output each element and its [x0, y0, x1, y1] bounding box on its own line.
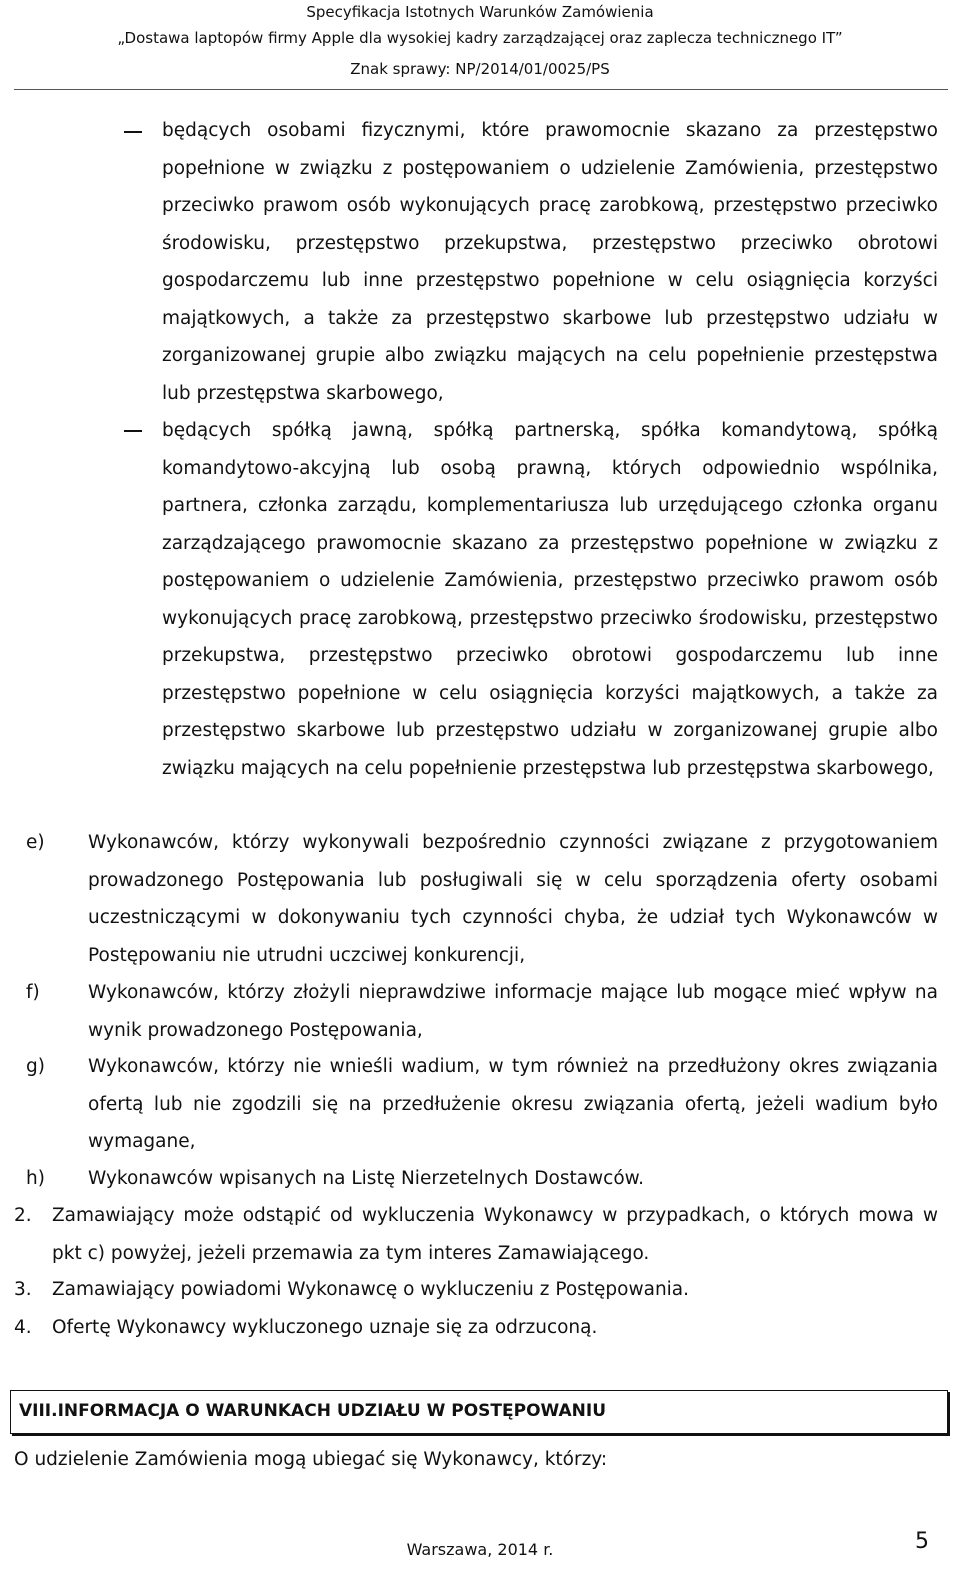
numbered-item-4: Ofertę Wykonawcy wykluczonego uznaje się za odrzuconą.: [52, 1317, 598, 1338]
list-label-3: 3.: [14, 1279, 32, 1300]
section-title: VIII.INFORMACJA O WARUNKACH UDZIAŁU W POSTĘPOWANIU: [19, 1401, 607, 1421]
numbered-item-2: Zamawiający może odstąpić od wykluczenia Wykonawcy w przypadkach, o których mowa w pkt c) powyżej, jeżeli przemawia za tym interes Zamawiającego.: [52, 1205, 938, 1264]
header-case-number: Znak sprawy: NP/2014/01/0025/PS: [350, 60, 610, 78]
list-label-f: f): [26, 982, 40, 1003]
header-divider: [14, 89, 948, 90]
list-item-h: Wykonawców wpisanych na Listę Nierzetelnych Dostawców.: [88, 1168, 644, 1189]
bullet-dash: [124, 430, 142, 432]
header-title: Specyfikacja Istotnych Warunków Zamówienia: [306, 3, 654, 21]
list-label-g: g): [26, 1056, 45, 1077]
bullet-item-1: będących osobami fizycznymi, które prawomocnie skazano za przestępstwo popełnione w związku z postępowaniem o udzielenie Zamówienia, przestępstwo przeciwko prawom osób wykonujących pracę zarobkową, przestępstwo przeciwko środowisku, przestępstwo przekupstwa, przestępstwo przeciwko obrotowi gospodarczemu lub inne przestępstwo popełnione w celu osiągnięcia korzyści majątkowych, a także za przestępstwo skarbowe lub przestępstwo udziału w zorganizowanej grupie albo związku mających na celu popełnienie przestępstwa lub przestępstwa skarbowego,: [162, 120, 938, 404]
page-number: 5: [915, 1529, 929, 1554]
list-label-e: e): [26, 832, 45, 853]
list-item-g: Wykonawców, którzy nie wnieśli wadium, w tym również na przedłużony okres związania ofertą lub nie zgodzili się na przedłużenie okresu związania ofertą, jeżeli wadium było wymagane,: [88, 1056, 938, 1152]
list-label-2: 2.: [14, 1205, 32, 1226]
numbered-item-3: Zamawiający powiadomi Wykonawcę o wykluczeniu z Postępowania.: [52, 1279, 690, 1300]
section-heading-box: [10, 1390, 948, 1434]
list-label-4: 4.: [14, 1317, 32, 1338]
header-subject: „Dostawa laptopów firmy Apple dla wysokiej kadry zarządzającej oraz zaplecza technicznego IT”: [117, 29, 843, 47]
list-item-f: Wykonawców, którzy złożyli nieprawdziwe informacje mające lub mogące mieć wpływ na wynik prowadzonego Postępowania,: [88, 982, 938, 1041]
section-intro: O udzielenie Zamówienia mogą ubiegać się Wykonawcy, którzy:: [14, 1449, 608, 1470]
bullet-item-2: będących spółką jawną, spółką partnerską, spółka komandytową, spółką komandytowo-akcyjną lub osobą prawną, których odpowiednio wspólnika, partnera, członka zarządu, komplementariusza lub urzędującego członka organu zarządzającego prawomocnie skazano za przestępstwo popełnione w związku z postępowaniem o udzielenie Zamówienia, przestępstwo przeciwko prawom osób wykonujących pracę zarobkową, przestępstwo przeciwko środowisku, przestępstwo przekupstwa, przestępstwo przeciwko obrotowi gospodarczemu lub inne przestępstwo popełnione w celu osiągnięcia korzyści majątkowych, a także za przestępstwo skarbowe lub przestępstwo udziału w zorganizowanej grupie albo związku mających na celu popełnienie przestępstwa lub przestępstwa skarbowego,: [162, 420, 938, 779]
list-label-h: h): [26, 1168, 45, 1189]
bullet-dash: [124, 131, 142, 133]
footer-place-date: Warszawa, 2014 r.: [406, 1540, 554, 1559]
list-item-e: Wykonawców, którzy wykonywali bezpośrednio czynności związane z przygotowaniem prowadzonego Postępowania lub posługiwali się w celu sporządzenia oferty osobami uczestniczącymi w dokonywaniu tych czynności chyba, że udział tych Wykonawców w Postępowaniu nie utrudni uczciwej konkurencji,: [88, 832, 938, 966]
